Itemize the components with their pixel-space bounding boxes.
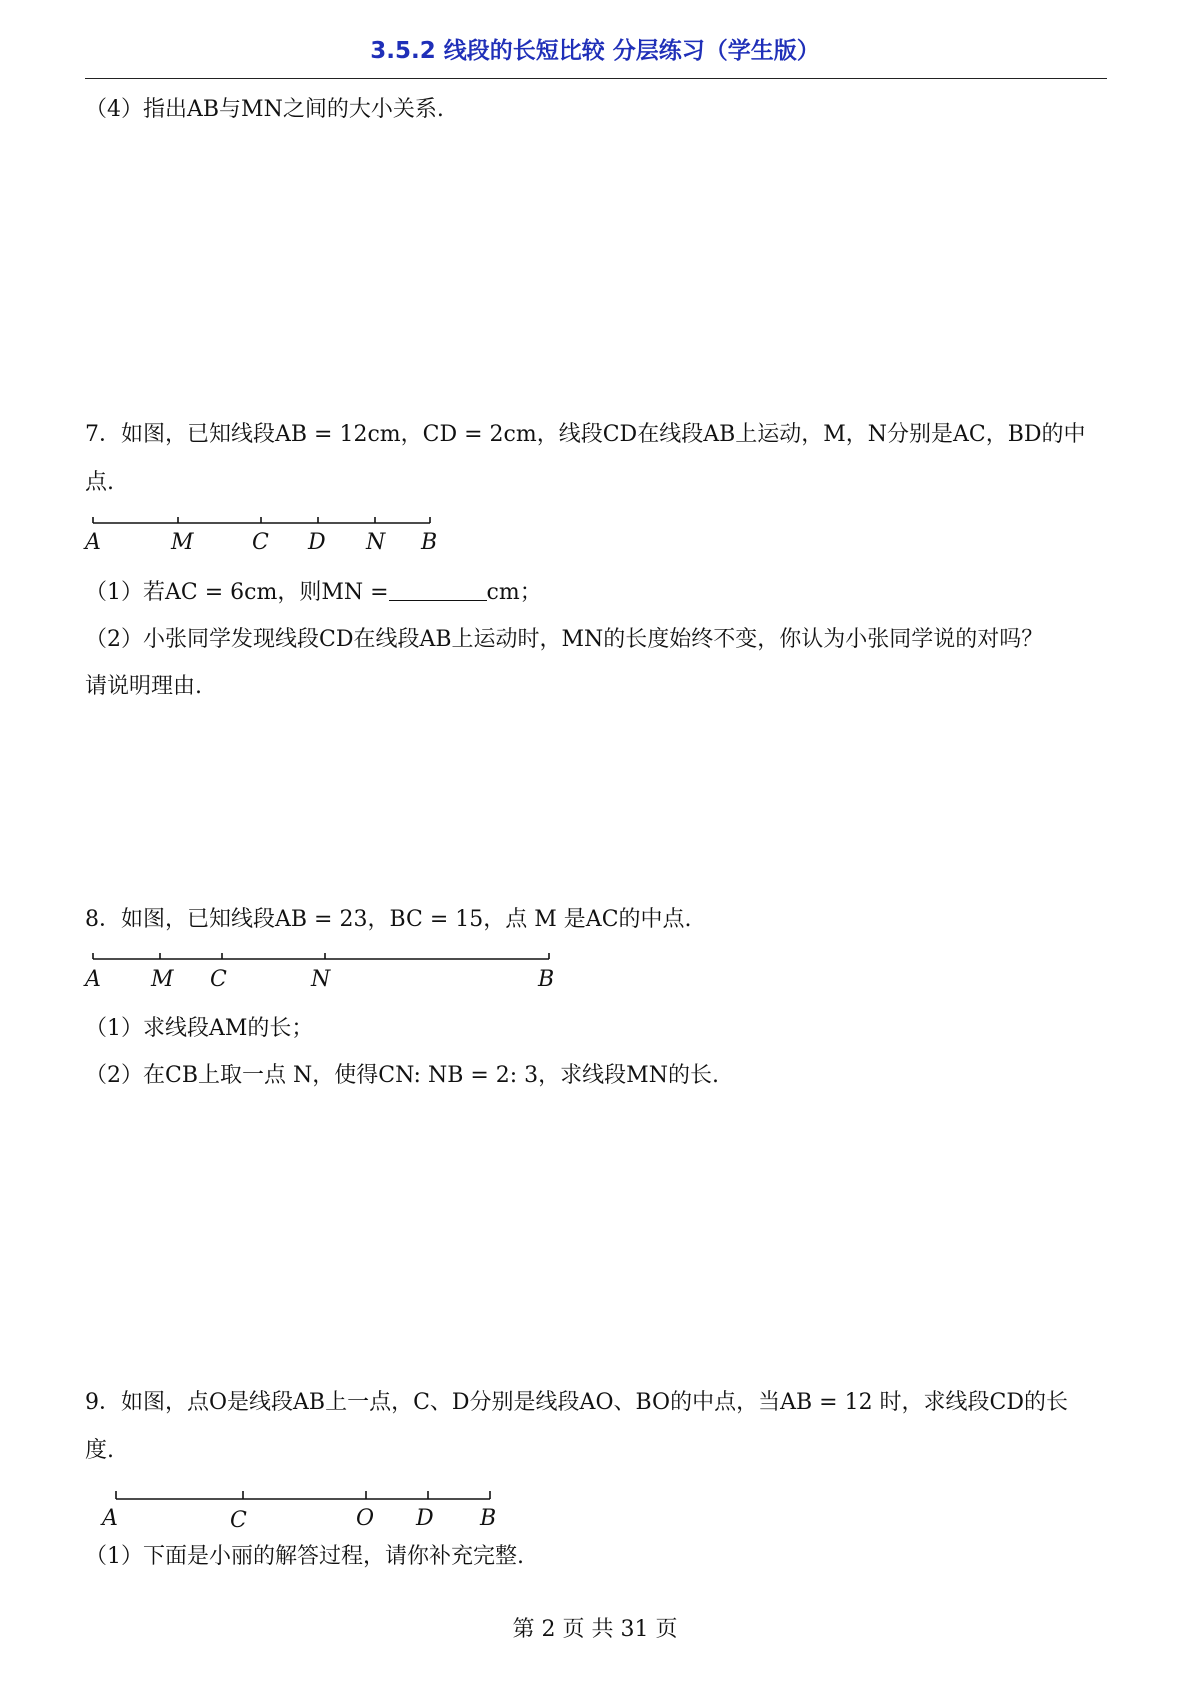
q9-part1: （1）下面是小丽的解答过程，请你补充完整. [85,1544,524,1569]
q7-answer-blank[interactable] [389,578,487,601]
q9-label-d: D [416,1506,434,1531]
header-divider [85,78,1107,79]
q8-label-a: A [85,967,101,992]
q7-part1-suffix: cm； [486,580,542,605]
q8-segment-figure [85,950,565,990]
q7-label-c: C [252,530,269,555]
q7-label-a: A [85,530,101,555]
page-footer: 第 2 页 共 31 页 [512,1617,678,1642]
q8-part1: （1）求线段AM的长； [85,1016,314,1041]
q8-part2: （2）在CB上取一点 N，使得CN: NB = 2: 3，求线段MN的长. [85,1063,719,1088]
q7-part2-line2: 请说明理由. [85,674,202,699]
q9-label-a: A [102,1506,118,1531]
q6-part4: （4）指出AB与MN之间的大小关系. [85,97,444,122]
q9-segment-figure [100,1485,510,1533]
q8-label-b: B [538,967,555,992]
q9-label-c: C [230,1508,247,1533]
q8-stem: 8．如图，已知线段AB = 23，BC = 15，点 M 是AC的中点. [85,907,692,932]
q7-label-b: B [421,530,438,555]
q7-label-m: M [171,530,194,555]
q7-part1 [85,578,542,608]
q9-label-b: B [480,1506,497,1531]
q7-label-d: D [308,530,326,555]
q7-part1-prefix: （1）若AC = 6cm，则MN = [85,580,389,605]
q9-label-o: O [356,1506,375,1531]
q9-stem-line1: 9．如图，点O是线段AB上一点，C、D分别是线段AO、BO的中点，当AB = 12 时，求线段CD的长 [85,1390,1069,1415]
q7-stem-line1: 7．如图，已知线段AB = 12cm，CD = 2cm，线段CD在线段AB上运动，M，N分别是AC，BD的中 [85,422,1086,447]
page-header-title: 3.5.2 线段的长短比较 分层练习（学生版） [370,38,820,64]
q7-label-n: N [366,530,386,555]
q7-stem-line2: 点. [85,470,114,495]
q9-stem-line2: 度. [85,1438,114,1463]
q8-label-c: C [210,967,227,992]
q8-label-n: N [311,967,331,992]
q7-segment-figure [85,515,445,555]
q8-label-m: M [151,967,174,992]
q7-part2-line1: （2）小张同学发现线段CD在线段AB上运动时，MN的长度始终不变，你认为小张同学说的对吗？ [85,627,1044,652]
